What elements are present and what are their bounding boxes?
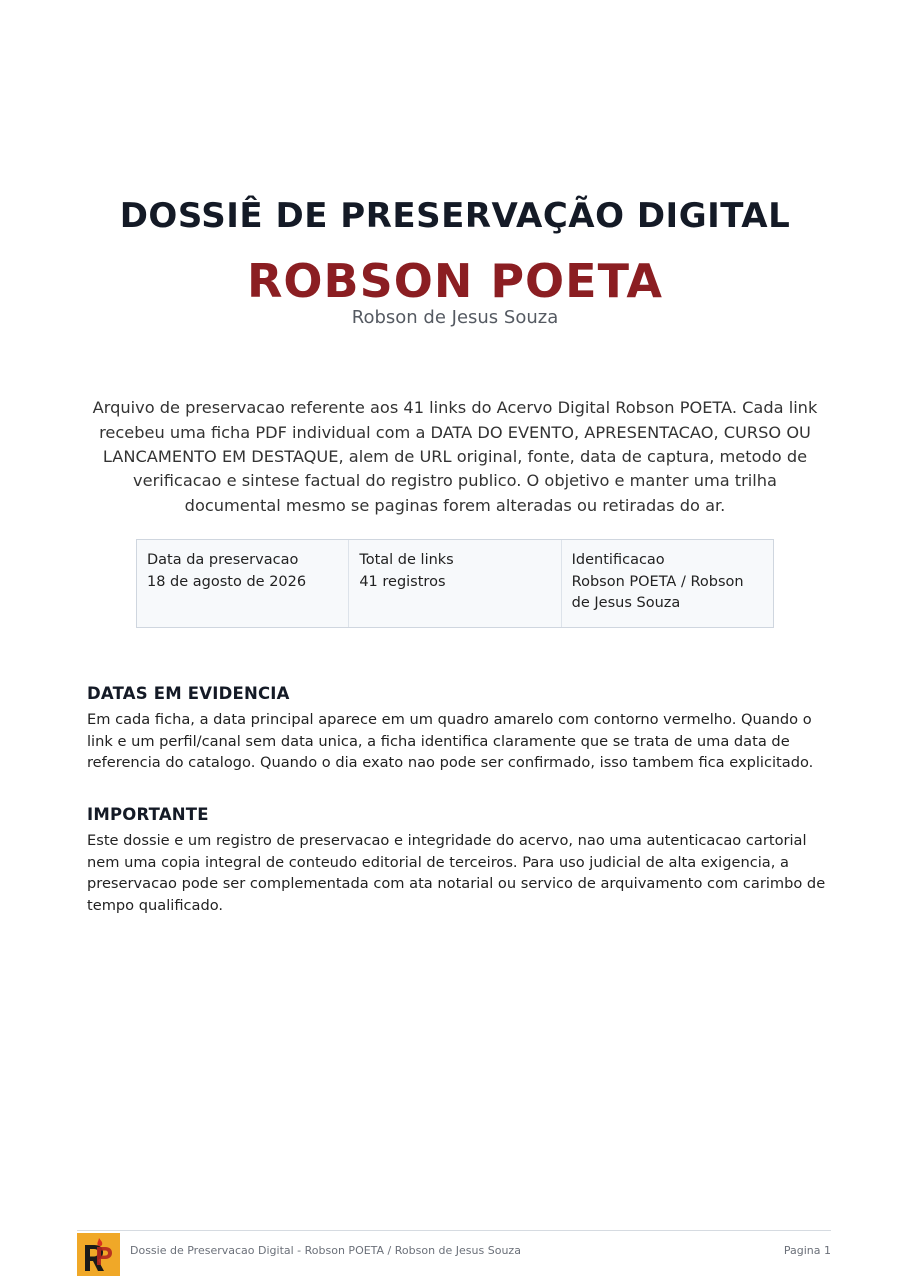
- section-body: Em cada ficha, a data principal aparece em um quadro amarelo com contorno vermelho. Quando o link e um perfil/canal sem data unica, a ficha identifica claramente que se trata de uma data de referencia do catalogo. Quando o dia exato nao pode ser confirmado, isso tambem fica explicitado.: [87, 711, 814, 772]
- section-title: IMPORTANTE: [87, 805, 209, 824]
- section-importante: [87, 805, 827, 916]
- rp-logo-icon: [77, 1233, 120, 1276]
- section-datas-em-evidencia: [87, 684, 827, 774]
- intro-paragraph: Arquivo de preservacao referente aos 41 links do Acervo Digital Robson POETA. Cada link recebeu uma ficha PDF individual com a DATA DO EVENTO, APRESENTACAO, CURSO OU LANCAMENTO EM DESTAQUE, alem de URL original, fonte, data de captura, metodo de verificacao e sintese factual do registro publico. O objetivo e manter uma trilha documental mesmo se paginas forem alteradas ou retiradas do ar.: [92, 398, 818, 515]
- section-body: Este dossie e um registro de preservacao e integridade do acervo, nao uma autenticacao cartorial nem uma copia integral de conteudo editorial de terceiros. Para uso judicial de alta exigencia, a preservacao pode ser complementada com ata notarial ou servico de arquivamento com carimbo de tempo qualificado.: [87, 832, 826, 914]
- summary-value: 18 de agosto de 2026: [147, 573, 307, 590]
- summary-value: Robson POETA / Robson de Jesus Souza: [571, 573, 744, 611]
- person-name: ROBSON POETA: [247, 254, 663, 308]
- footer-text: Dossie de Preservacao Digital - Robson POETA / Robson de Jesus Souza: [130, 1244, 521, 1257]
- summary-cell-date: [137, 540, 349, 627]
- page-number: Pagina 1: [783, 1244, 831, 1257]
- summary-cell-total: [349, 540, 561, 627]
- summary-table: [136, 539, 774, 628]
- summary-label: Identificacao: [571, 552, 665, 568]
- person-full-name: Robson de Jesus Souza: [351, 307, 559, 328]
- page-footer: [77, 1230, 831, 1257]
- summary-label: Total de links: [359, 552, 454, 568]
- summary-value: 41 registros: [359, 573, 446, 590]
- summary-cell-identification: [562, 540, 773, 627]
- section-title: DATAS EM EVIDENCIA: [87, 684, 290, 703]
- summary-label: Data da preservacao: [147, 552, 299, 568]
- page-title: DOSSIÊ DE PRESERVAÇÃO DIGITAL: [119, 196, 791, 236]
